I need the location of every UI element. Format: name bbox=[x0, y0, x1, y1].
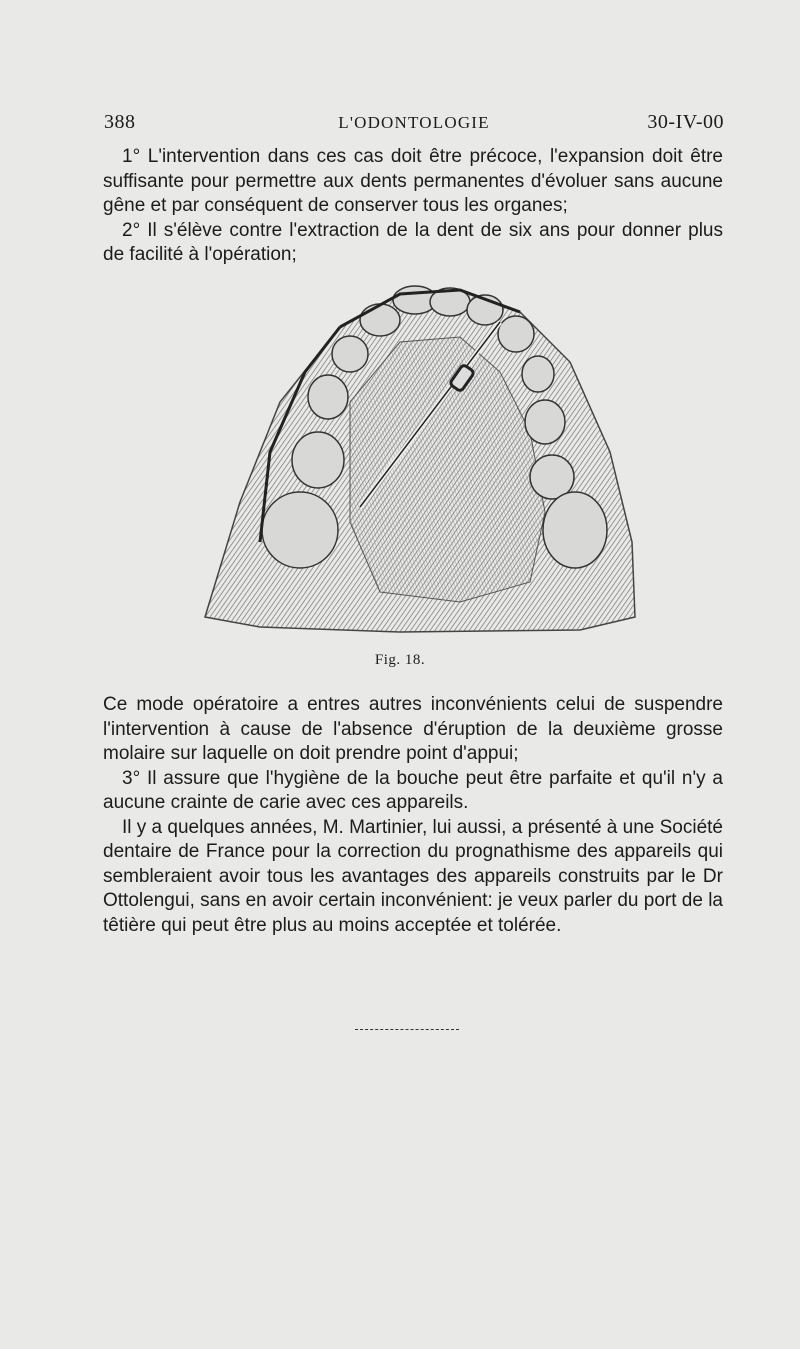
page-header bbox=[104, 111, 724, 137]
paragraph: Ce mode opératoire a entres autres inconvénients celui de suspendre l'intervention à cause de l'absence d'éruption de la deuxième grosse molaire sur laquelle on doit prendre point d'appui; bbox=[103, 694, 723, 764]
body-text-bottom bbox=[103, 693, 723, 938]
running-title: L'ODONTOLOGIE bbox=[338, 113, 490, 132]
paragraph: 3° Il assure que l'hygiène de la bouche peut être parfaite et qu'il n'y a aucune crainte de carie avec ces appareils. bbox=[103, 767, 723, 813]
figure-caption: Fig. 18. bbox=[374, 652, 426, 668]
dental-cast-figure bbox=[200, 282, 640, 652]
paragraph: Il y a quelques années, M. Martinier, lui aussi, a présenté à une Société dentaire de France pour la correction du prognathisme des appareils qui sembleraient avoir tous les avantages des appareils construits par le Dr Ottolengui, sans en avoir certain inconvénient: je veux parler du port de la têtière qui peut être plus au moins acceptée et tolérée. bbox=[103, 816, 723, 936]
body-text-top bbox=[103, 145, 723, 268]
page-number: 388 bbox=[104, 111, 136, 133]
issue-date: 30-IV-00 bbox=[647, 111, 724, 133]
paragraph: 2° Il s'élève contre l'extraction de la dent de six ans pour donner plus de facilité à l'opération; bbox=[103, 219, 723, 265]
section-divider bbox=[355, 1029, 459, 1030]
paragraph: 1° L'intervention dans ces cas doit être précoce, l'expansion doit être suffisante pour permettre aux dents permanentes d'évoluer sans aucune gêne et par conséquent de conserver tous les organes; bbox=[103, 146, 723, 216]
